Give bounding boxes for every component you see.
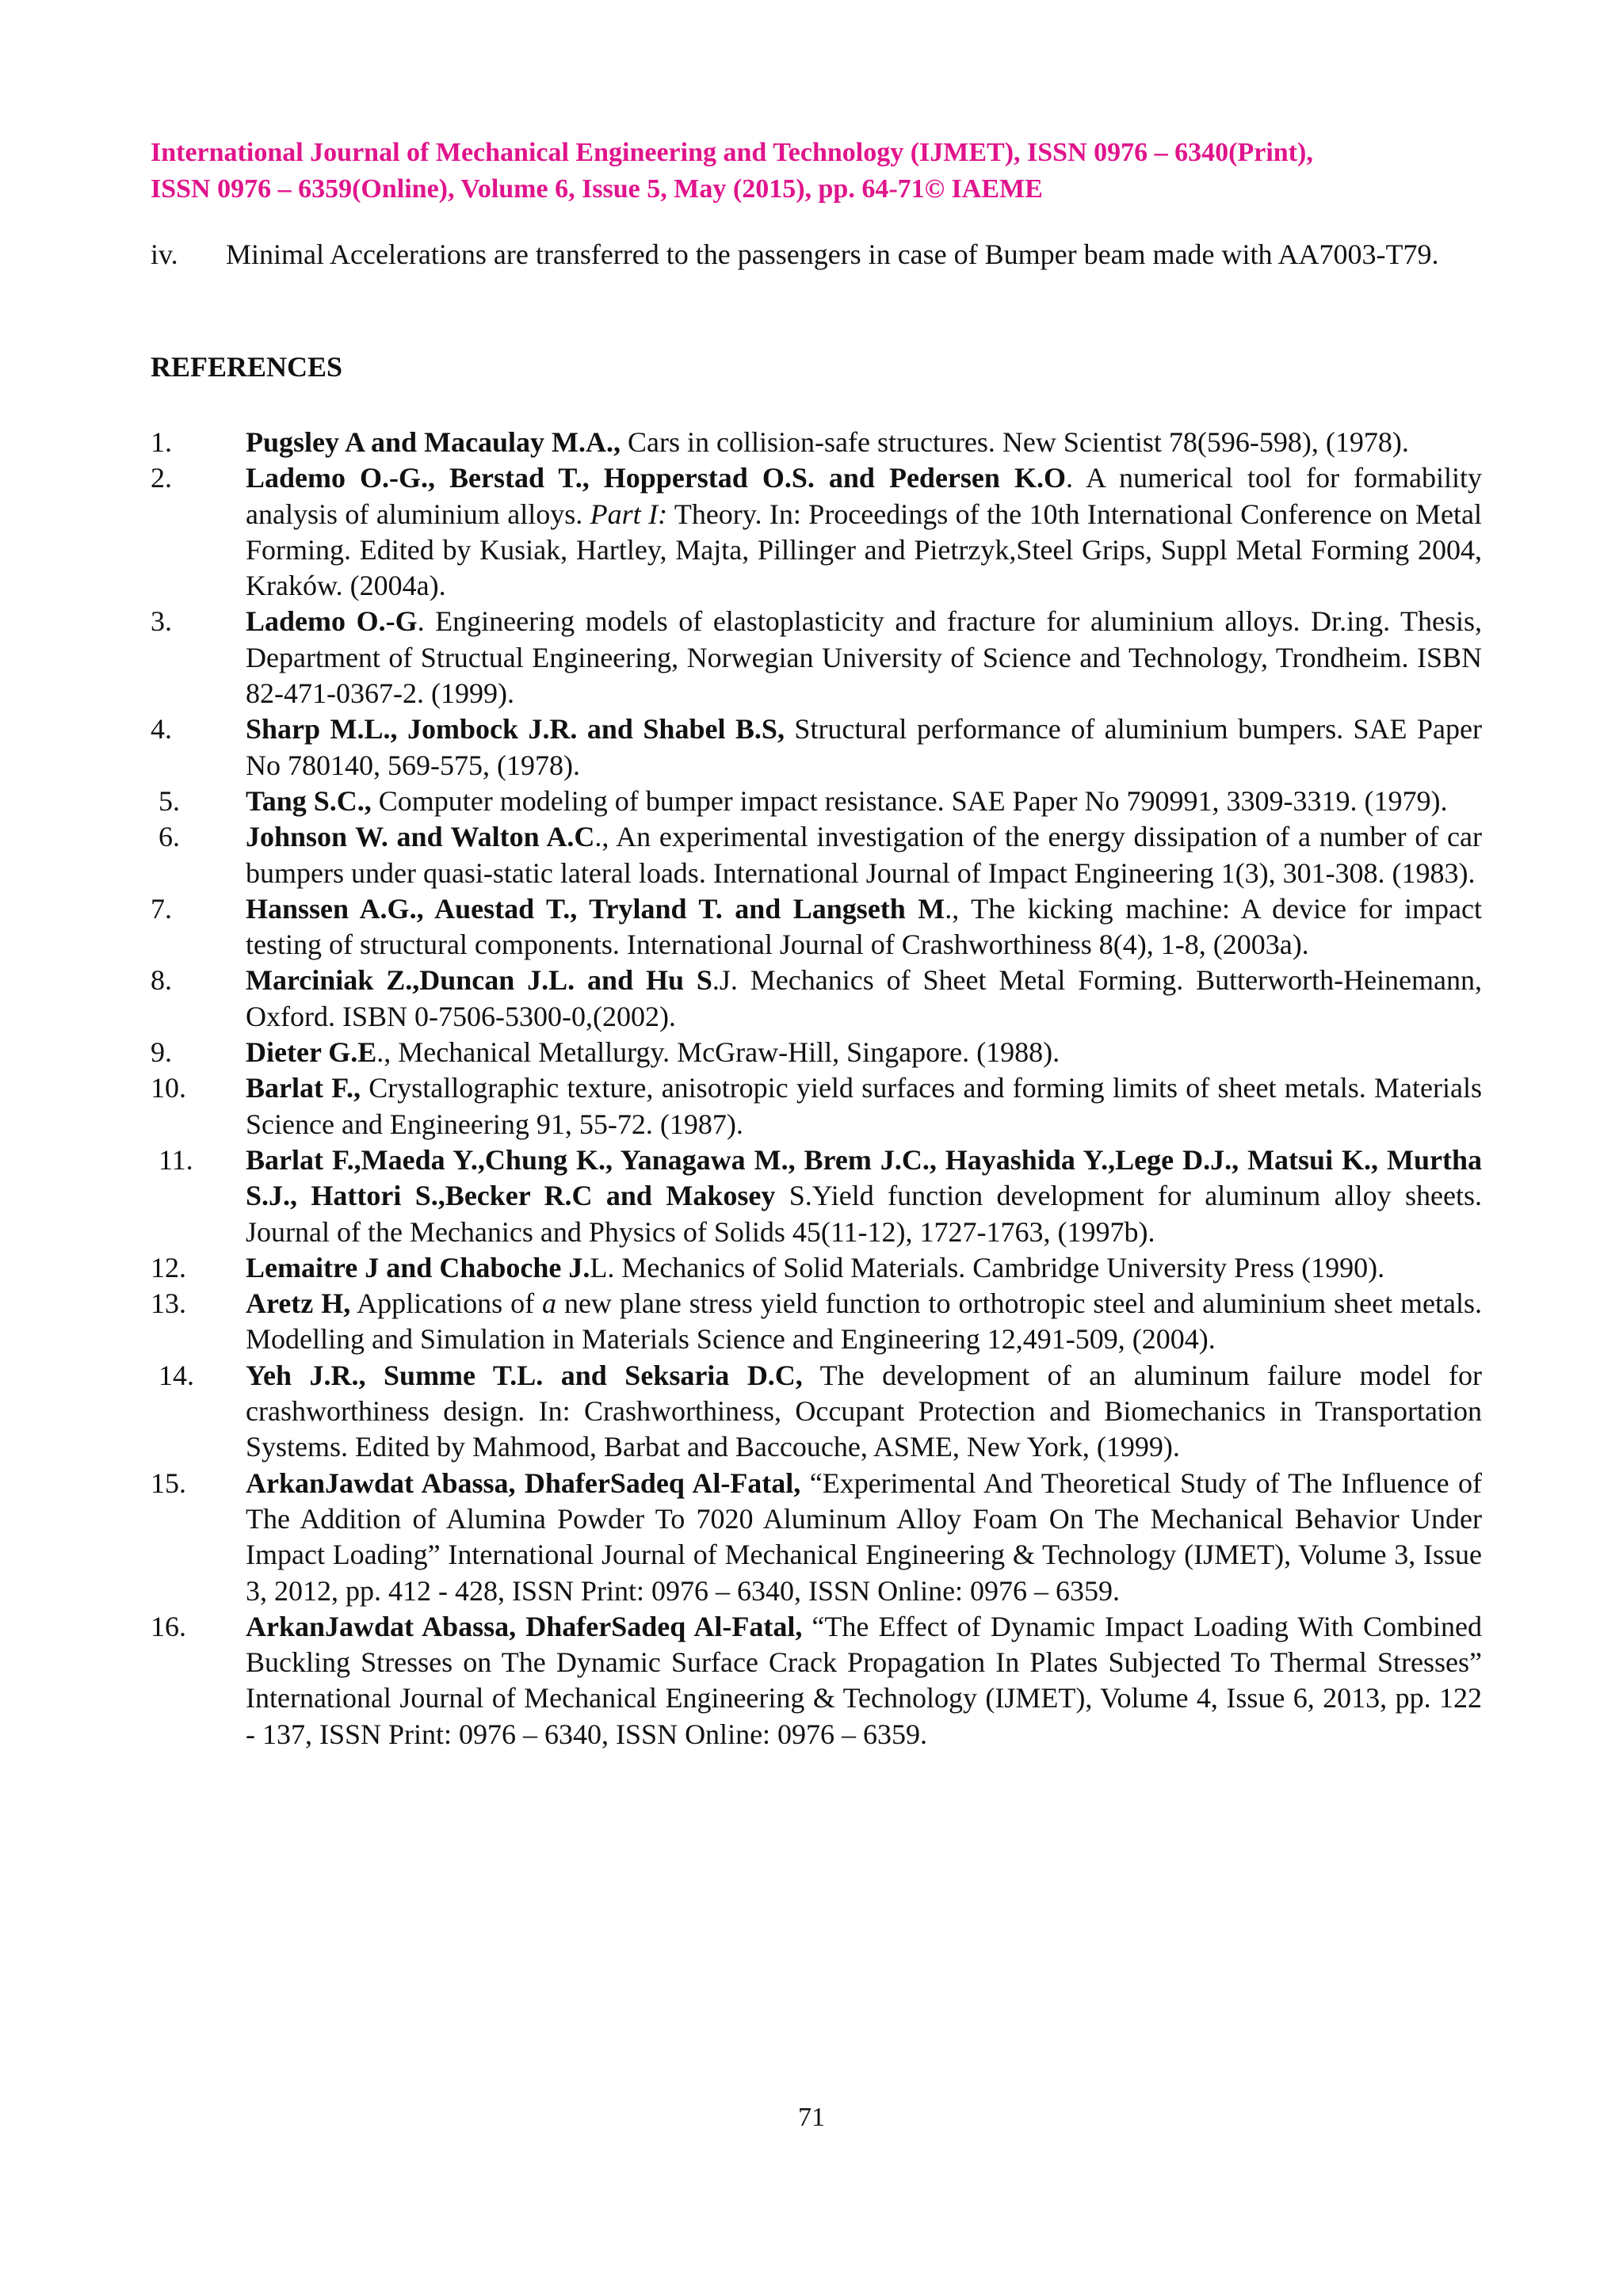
reference-text: “Experimental And Theoretical Study of The Influence of The Addition of Alumina Powder To 7020 Aluminum Alloy Foam On The Mechanical Behavior Under Impact Loading” International Journal of Mechanical Engineering & Technology (IJMET), Volume 3, Issue 3, 2012, pp. 412 - 428, ISSN Print: 0976 – 6340, ISSN Online: 0976 – 6359.	[246, 1466, 1482, 1607]
reference-text: The development of an aluminum failure model for crashworthiness design. In: Crashworthiness, Occupant Protection and Biomechanics in Transportation Systems. Edited by Mahmood, Barbat and Baccouche, ASME, New York, (1999).	[246, 1359, 1482, 1463]
journal-header	[151, 135, 1482, 208]
reference-number: 10.	[151, 1072, 186, 1104]
journal-header-line-1: International Journal of Mechanical Engineering and Technology (IJMET), ISSN 0976 – 6340(Print),	[151, 138, 1313, 167]
reference-item	[151, 604, 1482, 711]
reference-text: Applications of	[350, 1287, 543, 1320]
reference-text: Crystallographic texture, anisotropic yield surfaces and forming limits of sheet metals. Materials Science and Engineering 91, 55-72. (1987).	[246, 1072, 1482, 1140]
reference-number: 4.	[151, 713, 172, 746]
references-list	[151, 425, 1482, 1753]
conclusion-item-text: Minimal Accelerations are transferred to the passengers in case of Bumper beam made with AA7003-T79.	[226, 238, 1439, 270]
reference-number: 6.	[158, 821, 180, 853]
reference-authors: Hanssen A.G., Auestad T., Tryland T. and Langseth M	[246, 892, 945, 925]
reference-item	[151, 1609, 1482, 1753]
reference-authors: Dieter G.E	[246, 1036, 377, 1069]
reference-text: . Engineering models of elastoplasticity and fracture for aluminium alloys. Dr.ing. Thesis, Department of Structual Engineering, Norwegian University of Science and Technology, Trondheim. ISBN 82-471-0367-2. (1999).	[246, 605, 1482, 710]
reference-text: Theory. In: Proceedings of the 10th International Conference on Metal Forming. Edited by Kusiak, Hartley, Majta, Pillinger and Pietrzyk,Steel Grips, Suppl Metal Forming 2004, Kraków. (2004a).	[246, 498, 1482, 602]
reference-text: L. Mechanics of Solid Materials. Cambridge University Press (1990).	[590, 1251, 1385, 1283]
reference-authors: Lademo O.-G., Berstad T., Hopperstad O.S. and Pedersen K.O	[246, 462, 1066, 494]
reference-item	[151, 425, 1482, 460]
reference-item	[151, 891, 1482, 963]
reference-number: 5.	[158, 784, 180, 817]
reference-number: 14.	[158, 1359, 194, 1391]
reference-authors: Sharp M.L., Jombock J.R. and Shabel B.S,	[246, 713, 785, 746]
reference-number: 15.	[151, 1466, 186, 1499]
reference-item	[151, 1142, 1482, 1250]
reference-number: 3.	[151, 605, 172, 638]
reference-item	[151, 711, 1482, 784]
conclusion-item-marker: iv.	[151, 238, 178, 270]
reference-authors: ArkanJawdat Abassa, DhaferSadeq Al-Fatal,	[246, 1466, 801, 1499]
reference-item	[151, 1035, 1482, 1070]
reference-item	[151, 784, 1482, 819]
reference-number: 13.	[151, 1287, 186, 1320]
reference-item	[151, 1358, 1482, 1466]
reference-text: “The Effect of Dynamic Impact Loading With Combined Buckling Stresses on The Dynamic Surface Crack Propagation In Plates Subjected To Thermal Stresses” International Journal of Mechanical Engineering & Technology (IJMET), Volume 4, Issue 6, 2013, pp. 122 - 137, ISSN Print: 0976 – 6340, ISSN Online: 0976 – 6359.	[246, 1610, 1482, 1750]
reference-item	[151, 1466, 1482, 1609]
reference-text: ., The kicking machine: A device for impact testing of structural components. International Journal of Crashworthiness 8(4), 1-8, (2003a).	[246, 892, 1482, 961]
reference-text: Cars in collision-safe structures. New Scientist 78(596-598), (1978).	[621, 426, 1409, 458]
reference-text: ., Mechanical Metallurgy. McGraw-Hill, Singapore. (1988).	[376, 1036, 1060, 1069]
reference-item	[151, 1286, 1482, 1358]
page-number: 71	[798, 2103, 825, 2132]
reference-authors: Marciniak Z.,Duncan J.L. and Hu S	[246, 964, 712, 997]
reference-number: 7.	[151, 892, 172, 925]
reference-text: Structural performance of aluminium bumpers. SAE Paper No 780140, 569-575, (1978).	[246, 713, 1482, 781]
reference-text: Computer modeling of bumper impact resistance. SAE Paper No 790991, 3309-3319. (1979).	[371, 784, 1448, 817]
reference-italic-text: a	[542, 1287, 557, 1320]
reference-number: 11.	[158, 1143, 193, 1176]
reference-number: 8.	[151, 964, 172, 997]
reference-number: 12.	[151, 1251, 186, 1283]
reference-item	[151, 1250, 1482, 1286]
reference-number: 1.	[151, 426, 172, 458]
reference-number: 2.	[151, 462, 172, 494]
conclusion-item	[151, 236, 1482, 273]
reference-text: ., An experimental investigation of the energy dissipation of a number of car bumpers under quasi-static lateral loads. International Journal of Impact Engineering 1(3), 301-308. (1983).	[246, 821, 1482, 889]
reference-italic-text: Part I:	[590, 498, 668, 530]
reference-number: 9.	[151, 1036, 172, 1069]
reference-text: new plane stress yield function to orthotropic steel and aluminium sheet metals. Modelling and Simulation in Materials Science and Engineering 12,491-509, (2004).	[246, 1287, 1482, 1356]
reference-authors: Barlat F.,	[246, 1072, 361, 1104]
reference-item	[151, 819, 1482, 891]
reference-authors: Yeh J.R., Summe T.L. and Seksaria D.C,	[246, 1359, 803, 1391]
reference-authors: Lademo O.-G	[246, 605, 418, 638]
reference-authors: Johnson W. and Walton A.C	[246, 821, 595, 853]
reference-authors: Aretz H,	[246, 1287, 351, 1320]
reference-authors: Lemaitre J and Chaboche J.	[246, 1251, 590, 1283]
references-heading: REFERENCES	[151, 351, 343, 383]
journal-header-line-2: ISSN 0976 – 6359(Online), Volume 6, Issue 5, May (2015), pp. 64-71© IAEME	[151, 174, 1043, 204]
reference-authors: Tang S.C.,	[246, 784, 372, 817]
reference-authors: Pugsley A and Macaulay M.A.,	[246, 426, 621, 458]
reference-text: S.Yield function development for aluminum alloy sheets. Journal of the Mechanics and Physics of Solids 45(11-12), 1727-1763, (1997b).	[246, 1180, 1483, 1248]
reference-item	[151, 460, 1482, 604]
reference-authors: ArkanJawdat Abassa, DhaferSadeq Al-Fatal,	[246, 1610, 803, 1642]
reference-number: 16.	[151, 1610, 186, 1642]
reference-text: . A numerical tool for formability analysis of aluminium alloys.	[246, 462, 1482, 530]
reference-authors: Barlat F.,Maeda Y.,Chung K., Yanagawa M., Brem J.C., Hayashida Y.,Lege D.J., Matsui K., Murtha S.J., Hattori S.,Becker R.C and Makosey	[246, 1143, 1482, 1212]
reference-text: .J. Mechanics of Sheet Metal Forming. Butterworth-Heinemann, Oxford. ISBN 0-7506-5300-0,(2002).	[246, 964, 1483, 1032]
reference-item	[151, 963, 1482, 1035]
reference-item	[151, 1070, 1482, 1142]
